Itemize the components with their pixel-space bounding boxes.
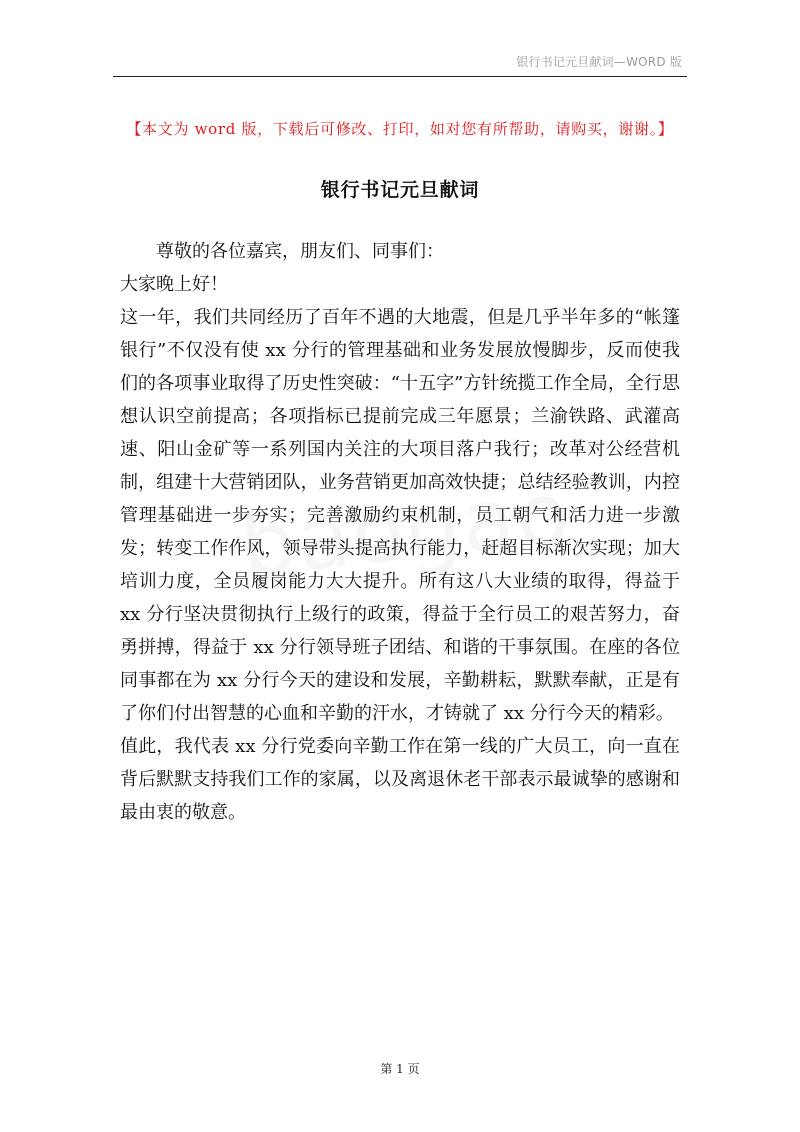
page-number: 第 1 页 — [380, 1062, 420, 1076]
document-body — [120, 235, 680, 829]
greeting: 大家晚上好！ — [120, 274, 228, 295]
paragraph-1: 这一年，我们共同经历了百年不遇的大地震，但是几乎半年多的“帐篷银行”不仅没有使 xx 分行的管理基础和业务发展放慢脚步，反而使我们的各项事业取得了历史性突破：“十五字”方针统揽工作全局，全行思想认识空前提高；各项指标已提前完成三年愿景；兰渝铁路、武灌高速、阳山金矿等一系列国内关注的大项目落户我行；改革对公经营机制，组建十大营销团队，业务营销更加高效快捷；总结经验教训，内控管理基础进一步夯实；完善激励约束机制，员工朝气和活力进一步激发；转变工作作风，领导带头提高执行能力，赶超目标渐次实现；加大培训力度，全员履岗能力大大提升。所有这八大业绩的取得，得益于 xx 分行坚决贯彻执行上级行的政策，得益于全行员工的艰苦努力，奋勇拼搏，得益于 xx 分行领导班子团结、和谐的干事氛围。在座的各位同事都在为 xx 分行今天的建设和发展，辛勤耕耘，默默奉献，正是有了你们付出智慧的心血和辛勤的汗水，才铸就了 xx 分行今天的精彩。 — [120, 307, 680, 724]
header-document-label: 银行书记元旦献词—WORD 版 — [516, 55, 682, 69]
document-title: 银行书记元旦献词 — [320, 179, 480, 201]
download-notice: 【本文为 word 版，下载后可修改、打印，如对您有所帮助，请购买，谢谢。】 — [126, 120, 674, 138]
paragraph-2: 值此，我代表 xx 分行党委向辛勤工作在第一线的广大员工，向一直在背后默默支持我们工作的家属，以及离退休老干部表示最诚挚的感谢和最由衷的敬意。 — [120, 736, 680, 823]
salutation: 尊敬的各位嘉宾，朋友们、同事们： — [156, 241, 444, 262]
header-divider — [113, 76, 687, 77]
